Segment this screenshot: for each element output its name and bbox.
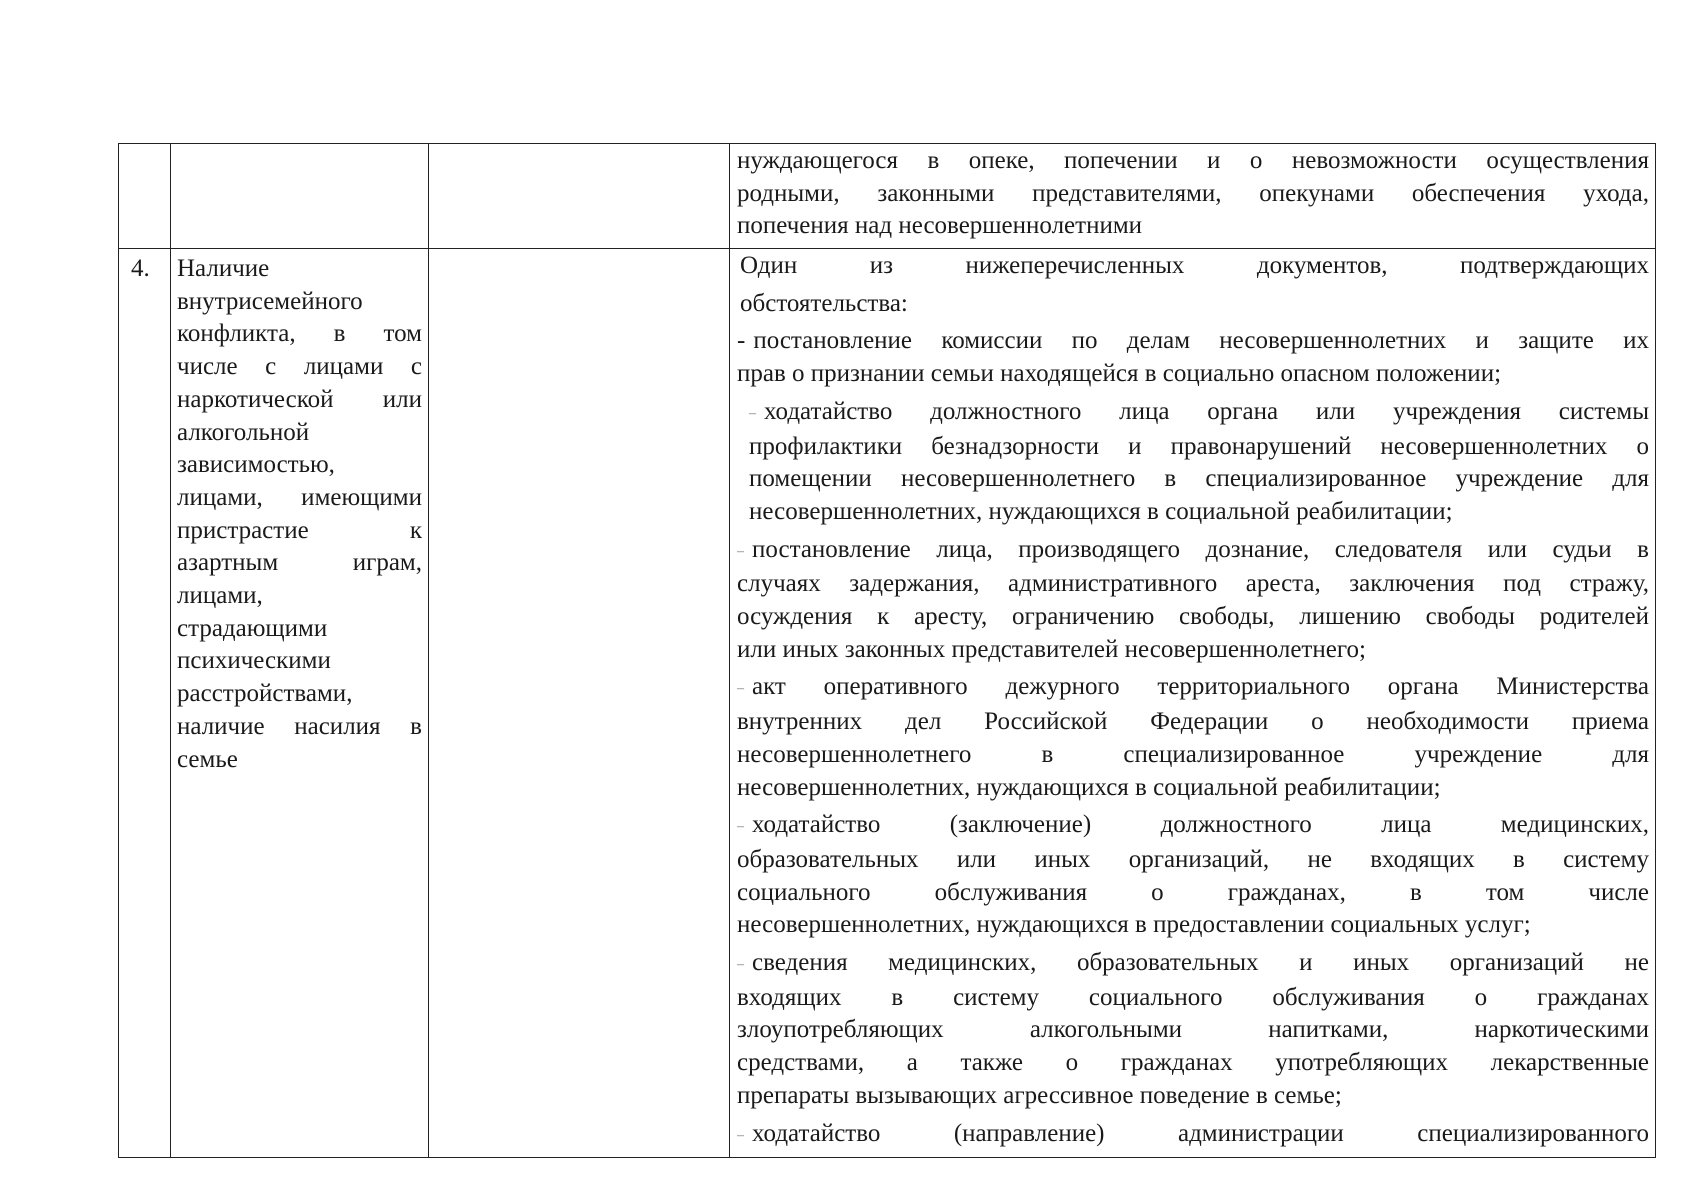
cell-empty [429,144,730,249]
criterion-line: лицами, имеющими [177,483,422,511]
criterion-line: наличие насилия в [177,712,422,740]
document-item [737,809,1649,942]
item-line: злоупотребляющих алкогольными напитками, наркотическими [737,1016,1649,1044]
criterion-line: числе с лицами с [177,353,422,381]
item-line: несовершеннолетнего в специализированное учреждение для [737,740,1649,768]
criterion-line: алкогольной [177,418,310,446]
item-line [737,396,1649,431]
item-text: сведения медицинских, образовательных и иных организаций не [752,949,1649,977]
text-line: нуждающегося в опеке, попечении и о невозможности осуществления [737,147,1649,174]
criterion-line: пристрастие к [177,516,422,544]
table-row-4 [119,249,1656,1158]
criterion-line: зависимостью, [177,451,335,479]
item-text: акт оперативного дежурного территориального органа Министерства [752,673,1649,701]
item-text: постановление комиссии по делам несовершеннолетних и защите их [753,327,1649,355]
intro-line: Один из нижеперечисленных документов, подтверждающих [740,252,1649,279]
document-item [737,325,1649,390]
intro-line: обстоятельства: [740,289,908,317]
list-dash: – [737,1127,744,1143]
criterion-line: Наличие [177,255,270,282]
item-line: средствами, а также о гражданах употребляющих лекарственные [737,1049,1649,1077]
item-line: случаях задержания, административного ареста, заключения под стражу, [737,570,1649,598]
item-line: несовершеннолетних, нуждающихся в социальной реабилитации; [749,497,1453,525]
item-line [737,947,1649,982]
item-line: профилактики безнадзорности и правонарушений несовершеннолетних о [749,432,1649,460]
list-dash: – [737,957,744,973]
criterion-cell [171,249,429,1158]
item-line: социального обслуживания о гражданах, в том числе [737,878,1649,906]
list-dash: - [737,327,746,355]
cell-number-empty [119,144,171,249]
cell-documents-continued [730,144,1656,249]
item-line: внутренних дел Российской Федерации о необходимости приема [737,708,1649,736]
list-dash: – [749,405,756,421]
item-line [737,809,1649,844]
item-line: помещении несовершеннолетнего в специализированное учреждение для [749,465,1649,493]
criterion-line: наркотической или [177,385,422,413]
documents-intro [737,250,1649,320]
document-item [737,947,1649,1113]
item-line [737,1118,1649,1153]
item-line: несовершеннолетних, нуждающихся в социальной реабилитации; [737,773,1441,801]
criteria-table [118,143,1656,1158]
criterion-line: лицами, [177,582,263,610]
document-item [737,671,1649,804]
text-line: родными, законными представителями, опекунами обеспечения ухода, [737,179,1649,207]
table-row-continuation [119,144,1656,249]
item-line [737,325,1649,358]
criterion-line: конфликта, в том [177,320,422,348]
criterion-line: расстройствами, [177,680,353,708]
row-number: 4. [119,249,171,1158]
document-item [737,396,1649,529]
item-line: несовершеннолетних, нуждающихся в предоставлении социальных услуг; [737,911,1531,939]
document-item [737,1118,1649,1153]
criterion-line: психическими [177,647,331,675]
item-line: осуждения к аресту, ограничению свободы, лишению свободы родителей [737,603,1649,631]
item-line [737,671,1649,706]
item-text: постановление лица, производящего дознание, следователя или судьи в [752,535,1649,563]
item-line: препараты вызывающих агрессивное поведение в семье; [737,1081,1342,1109]
criterion-line: семье [177,745,238,773]
item-line: прав о признании семьи находящейся в социально опасном положении; [737,360,1502,388]
criterion-line: страдающими [177,614,328,642]
list-dash: – [737,543,744,559]
item-text: ходатайство (направление) администрации специализированного [752,1119,1649,1147]
cell-criterion-empty [171,144,429,249]
list-dash: – [737,819,744,835]
text-line: попечения над несовершеннолетними [737,212,1143,240]
item-line: образовательных или иных организаций, не входящих в систему [737,845,1649,873]
criterion-line: внутрисемейного [177,287,363,315]
list-dash: – [737,681,744,697]
item-text: ходатайство должностного лица органа или учреждения системы [764,397,1649,425]
item-text: ходатайство (заключение) должностного лица медицинских, [752,811,1649,839]
item-line: входящих в систему социального обслуживания о гражданах [737,983,1649,1011]
documents-cell [730,249,1656,1158]
item-line: или иных законных представителей несовершеннолетнего; [737,635,1366,663]
documents-list [737,250,1649,1157]
document-item [737,534,1649,667]
criterion-line: азартным играм, [177,549,422,577]
item-line [737,534,1649,569]
cell-empty [429,249,730,1158]
